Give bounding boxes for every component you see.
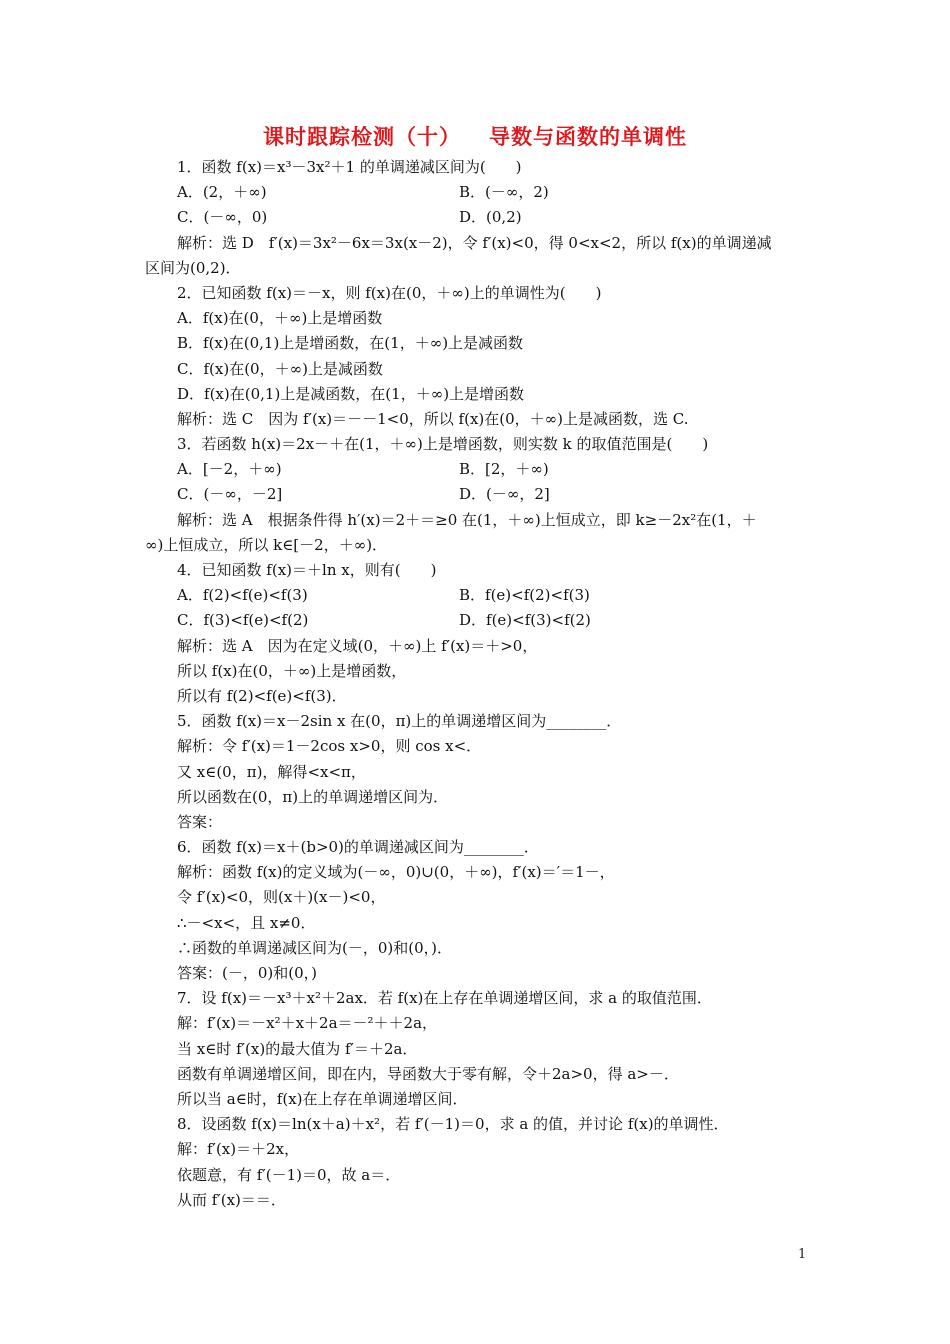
text-line: 1．函数 f(x)＝x³－3x²＋1 的单调递减区间为( ) xyxy=(177,158,522,176)
text-line: 函数有单调递增区间，即在内，导函数大于零有解，令＋2a>0，得 a>－． xyxy=(177,1064,679,1083)
text-line: 解析：选 D f′(x)＝3x²－6x＝3x(x－2)，令 f′(x)<0，得 0<x<2，所以 f(x)的单调递减 xyxy=(177,233,772,252)
page-title xyxy=(0,121,950,151)
option-right: B．(－∞，2) xyxy=(459,183,549,202)
text-line: ∞)上恒成立，所以 k∈[－2，＋∞)． xyxy=(145,535,388,554)
text-line: 7．设 f(x)＝－x³＋x²＋2ax．若 f(x)在上存在单调递增区间，求 a 的取值范围． xyxy=(177,989,712,1008)
text-line: 3．若函数 h(x)＝2x－＋在(1，＋∞)上是增函数，则实数 k 的取值范围是( ) xyxy=(177,435,709,454)
text-line: 令 f′(x)<0，则(x＋)(x－)<0， xyxy=(177,888,386,907)
option-row xyxy=(145,608,810,633)
text-line: 所以函数在(0，π)上的单调递增区间为． xyxy=(177,787,449,806)
text-line: B．f(x)在(0,1)上是增函数，在(1，＋∞)上是减函数 xyxy=(177,334,524,353)
page-number: 1 xyxy=(798,1247,807,1262)
option-right: B．[2，＋∞) xyxy=(459,460,549,479)
option-row xyxy=(145,583,810,608)
text-line: 解析：令 f′(x)＝1－2cos x>0，则 cos x<． xyxy=(177,737,482,756)
option-row xyxy=(145,482,810,507)
text-line: 当 x∈时 f′(x)的最大值为 f′＝＋2a． xyxy=(177,1039,418,1058)
option-right: D．(0,2) xyxy=(459,208,522,227)
option-left: A．(2，＋∞) xyxy=(177,183,267,202)
option-left: C．f(3)<f(e)<f(2) xyxy=(177,611,309,630)
option-row xyxy=(145,457,810,482)
document-body xyxy=(145,155,810,1213)
text-line: 所以有 f(2)<f(e)<f(3)． xyxy=(177,686,347,705)
text-line: 解析：选 A 根据条件得 h′(x)＝2＋＝≥0 在(1，＋∞)上恒成立，即 k≥－2x²在(1，＋ xyxy=(177,510,757,529)
text-line: 解：f′(x)＝－x²＋x＋2a＝－²＋＋2a， xyxy=(177,1014,438,1033)
option-row xyxy=(145,205,810,230)
text-line: 解析：函数 f(x)的定义域为(－∞，0)∪(0，＋∞)，f′(x)＝′＝1－， xyxy=(177,863,615,882)
text-line: 解析：选 C 因为 f′(x)＝－－1<0，所以 f(x)在(0，＋∞)上是减函数，选 C. xyxy=(177,409,689,428)
option-row xyxy=(145,180,810,205)
title-left: 课时跟踪检测（十） xyxy=(263,125,461,149)
text-line: ∴函数的单调递减区间为(－，0)和(0，)． xyxy=(177,938,452,957)
option-right: D．f(e)<f(3)<f(2) xyxy=(459,611,591,630)
text-line: 又 x∈(0，π)，解得<x<π， xyxy=(177,762,366,781)
option-right: B．f(e)<f(2)<f(3) xyxy=(459,586,590,605)
text-line: 8．设函数 f(x)＝ln(x＋a)＋x²，若 f′(－1)＝0，求 a 的值，并讨论 f(x)的单调性． xyxy=(177,1115,729,1134)
option-right: D．(－∞，2] xyxy=(459,485,550,504)
text-line: 4．已知函数 f(x)＝＋ln x，则有( ) xyxy=(177,561,437,579)
text-line: C．f(x)在(0，＋∞)上是减函数 xyxy=(177,359,383,378)
text-line: 所以 f(x)在(0，＋∞)上是增函数， xyxy=(177,661,407,680)
text-line: ∴－<x<，且 x≠0． xyxy=(177,913,316,932)
option-left: C．(－∞，－2] xyxy=(177,485,283,504)
text-line: 依题意，有 f′(－1)＝0，故 a＝． xyxy=(177,1165,401,1184)
option-left: A．f(2)<f(e)<f(3) xyxy=(177,586,308,605)
text-line: A．f(x)在(0，＋∞)上是增函数 xyxy=(177,309,383,328)
text-line: 解析：选 A 因为在定义域(0，＋∞)上 f′(x)＝＋>0， xyxy=(177,636,538,655)
text-line: 区间为(0,2)． xyxy=(145,258,241,277)
title-right: 导数与函数的单调性 xyxy=(489,125,687,149)
text-line: D．f(x)在(0,1)上是减函数，在(1，＋∞)上是增函数 xyxy=(177,384,525,403)
text-line: 解：f′(x)＝＋2x， xyxy=(177,1140,300,1159)
option-left: A．[－2，＋∞) xyxy=(177,460,282,479)
text-line: 5．函数 f(x)＝x－2sin x 在(0，π)上的单调递增区间为________． xyxy=(177,712,622,731)
text-line: 2．已知函数 f(x)＝－x，则 f(x)在(0，＋∞)上的单调性为( ) xyxy=(177,283,602,302)
text-line: 答案：(－，0)和(0，) xyxy=(177,964,317,982)
option-left: C．(－∞，0) xyxy=(177,208,268,227)
text-line: 从而 f′(x)＝＝． xyxy=(177,1190,286,1209)
text-line: 所以当 a∈时，f(x)在上存在单调递增区间． xyxy=(177,1089,468,1108)
text-line: 答案： xyxy=(177,812,223,831)
text-line: 6．函数 f(x)＝x＋(b>0)的单调递减区间为________． xyxy=(177,838,539,857)
